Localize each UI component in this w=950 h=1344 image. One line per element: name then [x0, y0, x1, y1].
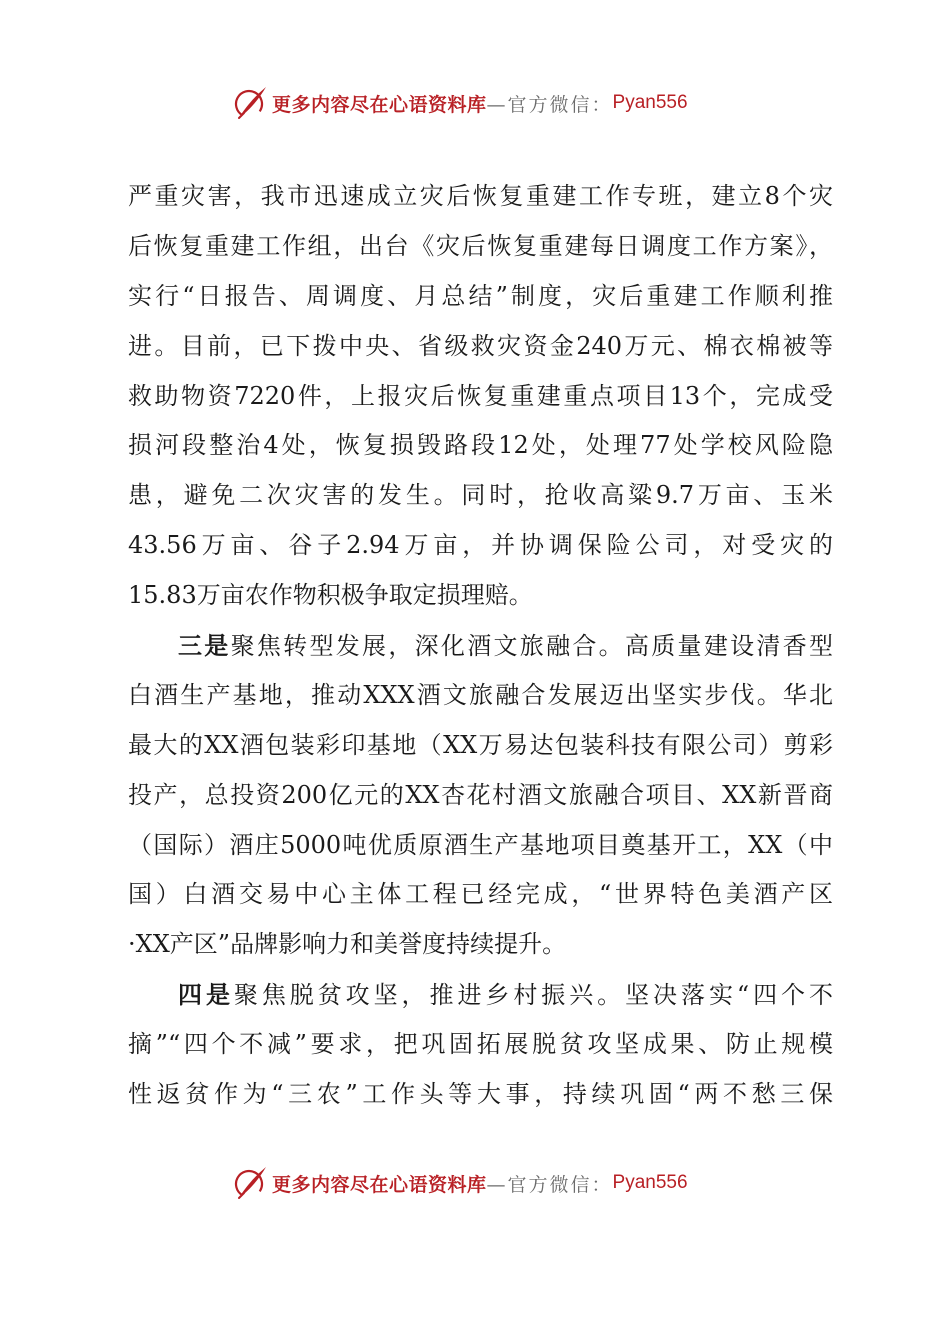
text-line: 损河段整治4处，恢复损毁路段12处，处理77处学校风险隐 [128, 431, 833, 460]
text-line: 最大的XX酒包装彩印基地（XX万易达包装科技有限公司）剪彩 [128, 730, 833, 759]
paragraph-three-first-line [128, 621, 833, 671]
body-text [128, 172, 833, 1120]
text-line: 后恢复重建工作组，出台《灾后恢复重建每日调度工作方案》， [128, 231, 833, 260]
text-line: 15.83万亩农作物积极争取定损理赔。 [128, 581, 533, 610]
text-line: 摘”“四个不减”要求，把巩固拓展脱贫攻坚成果、防止规模 [128, 1030, 833, 1059]
text-line: 性返贫作为“三农”工作头等大事，持续巩固“两不愁三保 [128, 1080, 833, 1109]
text-line: 患，避免二次灾害的发生。同时，抢收高粱9.7万亩、玉米 [128, 481, 833, 510]
paragraph-three-text: 聚焦转型发展，深化酒文旅融合。高质量建设清香型 [230, 632, 834, 661]
paragraph-four-first-line [128, 970, 833, 1020]
quill-pen-logo-icon [230, 1163, 270, 1203]
text-line: （国际）酒庄5000吨优质原酒生产基地项目奠基开工，XX（中 [128, 830, 833, 859]
text-line: 43.56万亩、谷子2.94万亩，并协调保险公司，对受灾的 [128, 531, 833, 560]
banner-wechat-id: Pyan556 [612, 1172, 688, 1193]
text-line: 白酒生产基地，推动XXX酒文旅融合发展迈出坚实步伐。华北 [128, 680, 833, 709]
text-line: 严重灾害，我市迅速成立灾后恢复重建工作专班，建立8个灾 [128, 182, 833, 210]
banner-wechat-label: —官方微信： [486, 1173, 613, 1196]
header-banner [230, 83, 688, 123]
paragraph-four-text: 聚焦脱贫攻坚，推进乡村振兴。坚决落实“四个不 [233, 981, 833, 1010]
banner-wechat-id: Pyan556 [612, 92, 688, 113]
footer-banner [230, 1163, 688, 1203]
text-line: 实行“日报告、周调度、月总结”制度，灾后重建工作顺利推 [128, 281, 833, 310]
quill-pen-logo-icon [230, 83, 270, 123]
text-line: 国）白酒交易中心主体工程已经完成，“世界特色美酒产区 [128, 880, 833, 909]
banner-slogan: 更多内容尽在心语资料库 [272, 93, 487, 116]
text-line: 进。目前，已下拨中央、省级救灾资金240万元、棉衣棉被等 [128, 331, 833, 360]
text-line: 投产，总投资200亿元的XX杏花村酒文旅融合项目、XX新晋商 [128, 780, 833, 809]
paragraph-three-lead: 三是 [178, 631, 231, 661]
banner-wechat-label: —官方微信： [486, 93, 613, 116]
text-line: ·XX产区”品牌影响力和美誉度持续提升。 [128, 930, 567, 959]
banner-slogan: 更多内容尽在心语资料库 [272, 1173, 487, 1196]
paragraph-four-lead: 四是 [178, 980, 234, 1010]
text-line: 救助物资7220件，上报灾后恢复重建重点项目13个，完成受 [128, 381, 833, 410]
